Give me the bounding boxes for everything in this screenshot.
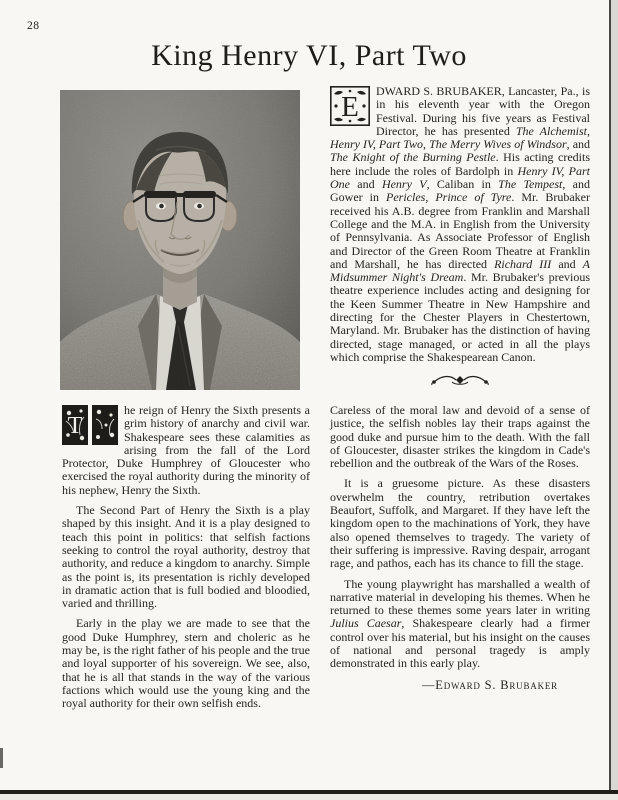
essay-text: The Second Part of Henry the Sixth is a play shaped by this insight. And it is a play designed to teach this point in politics: that selfish factions seeking to control the royal authority, destroy that authority, and reduce a kingdom to anarchy. Simple as the point is, its presentation is richly developed in dramatic action that is full bodied and bloodied, varied and thrilling. xyxy=(62,503,310,611)
bio-paragraph xyxy=(330,85,590,364)
page-edge-shadow-right xyxy=(609,0,611,790)
page-edge-artifact-left xyxy=(0,748,3,768)
page-edge-strip-right xyxy=(611,0,618,793)
essay-text: Early in the play we are made to see that the good Duke Humphrey, stern and choleric as he may be, is the right father of his people and the true and loyal supporter of his sovereign. We see, also, that he is all that stands in the way of the various factions which would use the young king and the royal authority for their own selfish ends. xyxy=(62,616,310,711)
bio-text: DWARD S. BRUBAKER, Lancaster, Pa., is in his eleventh year with the Oregon Festival. During his five years as Festival Director, he has presented The Alchemist, Henry IV, Part Two, The Merry Wives of Windsor, and The Knight of the Burning Pestle. His acting credits here include the roles of Bardolph in Henry IV, Part One and Henry V, Caliban in The Tempest, and Gower in Pericles, Prince of Tyre. Mr. Brubaker received his A.B. degree from Franklin and Marshall College and the M.A. in English from the University of Pennsylvania. As Associate Professor of English and Director of the Green Room Theatre at Franklin and Marshall, he has directed Richard III and A Midsummer Night's Dream. Mr. Brubaker's previous theatre experience includes acting and designing for the Keen Summer Theatre in New Hampshire and directing for the Chester Players in Chestertown, Maryland. Mr. Brubaker has the distinction of having directed, stage managed, or acted in all the plays which comprise the Shakespearean Canon. xyxy=(330,84,591,364)
page-title: King Henry VI, Part Two xyxy=(151,39,467,72)
essay-text: It is a gruesome picture. As these disasters overwhelm the country, retribution overtakes Beaufort, Suffolk, and Margaret. If they have left the kingdom open to the machinations of York, they have also opened themselves to tragedy. The variety of their suffering is impressive. Raving despair, arrogant rage, and pathos, each has its chance to fill the stage. xyxy=(330,476,590,571)
essay-text: he reign of Henry the Sixth presents a grim history of anarchy and civil war. Shakespeare sees these calamities as arising from the fall of the Lord Protector, Duke Humphrey of Gloucester who exercised the royal authority during the minority of his nephew, Henry the Sixth. xyxy=(62,403,310,497)
portrait-photo xyxy=(60,90,300,390)
page-edge-strip-bottom xyxy=(0,794,618,800)
essay-paragraph xyxy=(330,477,590,570)
essay-paragraph xyxy=(330,404,590,470)
essay-paragraph xyxy=(330,578,590,671)
page-edge-shadow-bottom xyxy=(0,790,618,794)
flourish-ornament-icon xyxy=(330,373,590,387)
essay-column-left xyxy=(62,404,310,718)
essay-text: The young playwright has marshalled a wealth of narrative material in developing his themes. When he returned to these themes some years later in writing Julius Caesar, Shakespeare clearly had a firmer control over his material, but his insight on the causes of national and personal tragedy is amply demonstrated in this early play. xyxy=(330,576,590,671)
essay-paragraph xyxy=(62,617,310,710)
decorated-initial-e-icon xyxy=(330,86,370,126)
page-number: 28 xyxy=(27,20,40,32)
essay-column-right xyxy=(330,404,590,693)
biography-column xyxy=(330,85,590,371)
drop-cap-letter: T xyxy=(67,413,83,439)
decorated-initial-t-icon xyxy=(62,405,118,445)
drop-cap-letter: E xyxy=(341,91,359,123)
essay-text: Careless of the moral law and devoid of a sense of justice, the selfish nobles lay their traps against the good duke and pursue him to the death. With the fall of Gloucester, disaster strikes the kingdom in Cade's rebellion and the outbreak of the Wars of the Roses. xyxy=(330,403,590,471)
essay-paragraph xyxy=(62,504,310,610)
essay-paragraph xyxy=(62,404,310,497)
author-signature: —Edward S. Brubaker xyxy=(421,677,558,692)
